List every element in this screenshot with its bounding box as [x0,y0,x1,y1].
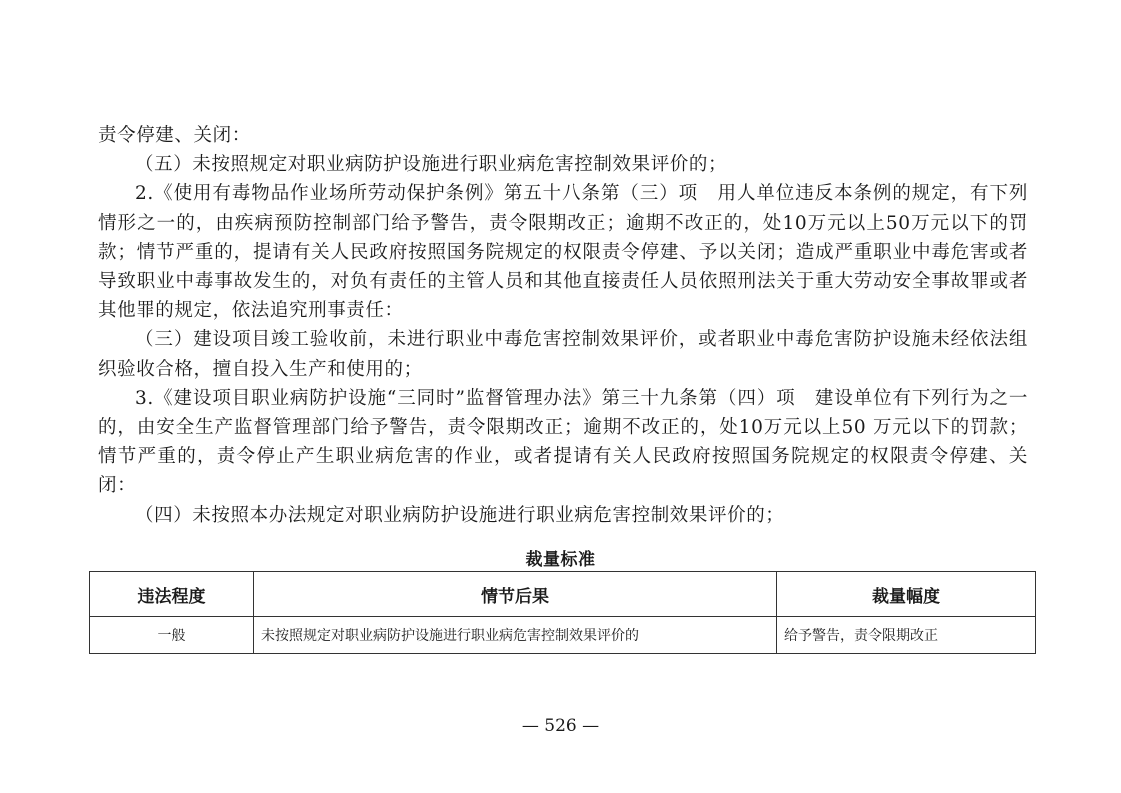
header-degree: 违法程度 [90,572,254,617]
cell-degree: 一般 [90,617,254,654]
paragraph-item-three: （三）建设项目竣工验收前，未进行职业中毒危害控制效果评价，或者职业中毒危害防护设施未经依法组织验收合格，擅自投入生产和使用的； [98,329,1028,380]
cell-circumstance: 未按照规定对职业病防护设施进行职业病危害控制效果评价的 [254,617,777,654]
paragraph-clause-3: 3.《建设项目职业病防护设施“三同时”监督管理办法》第三十九条第（四）项 建设单位有下列行为之一的，由安全生产监督管理部门给予警告，责令限期改正；逾期不改正的，处10万元以上50 万元以下的罚款；情节严重的，责令停止产生职业病危害的作业，或者提请有关人民政府按照国务院规定的权限责令停建、关闭： [98,387,1028,497]
paragraph-item-four: （四）未按照本办法规定对职业病防护设施进行职业病危害控制效果评价的； [135,504,785,526]
table-header-row [90,572,1036,617]
header-range: 裁量幅度 [777,572,1036,617]
paragraph-continuation: 责令停建、关闭： [98,125,251,146]
table-row [90,617,1036,654]
paragraph-clause-2: 2.《使用有毒物品作业场所劳动保护条例》第五十八条第（三）项 用人单位违反本条例的规定，有下列情形之一的，由疾病预防控制部门给予警告，责令限期改正；逾期不改正的，处10万元以上50万元以下的罚款；情节严重的，提请有关人民政府按照国务院规定的权限责令停建、予以关闭；造成严重职业中毒危害或者导致职业中毒事故发生的，对负有责任的主管人员和其他直接责任人员依照刑法关于重大劳动安全事故罪或者其他罪的规定，依法追究刑事责任： [98,183,1028,322]
header-circumstance: 情节后果 [254,572,777,617]
page-number: — 526 — [521,716,600,736]
body-text [98,121,1028,530]
paragraph-item-five: （五）未按照规定对职业病防护设施进行职业病危害控制效果评价的； [135,154,728,176]
discretion-standard-table [89,571,1036,654]
table-title: 裁量标准 [525,550,596,570]
cell-range: 给予警告，责令限期改正 [777,617,1036,654]
